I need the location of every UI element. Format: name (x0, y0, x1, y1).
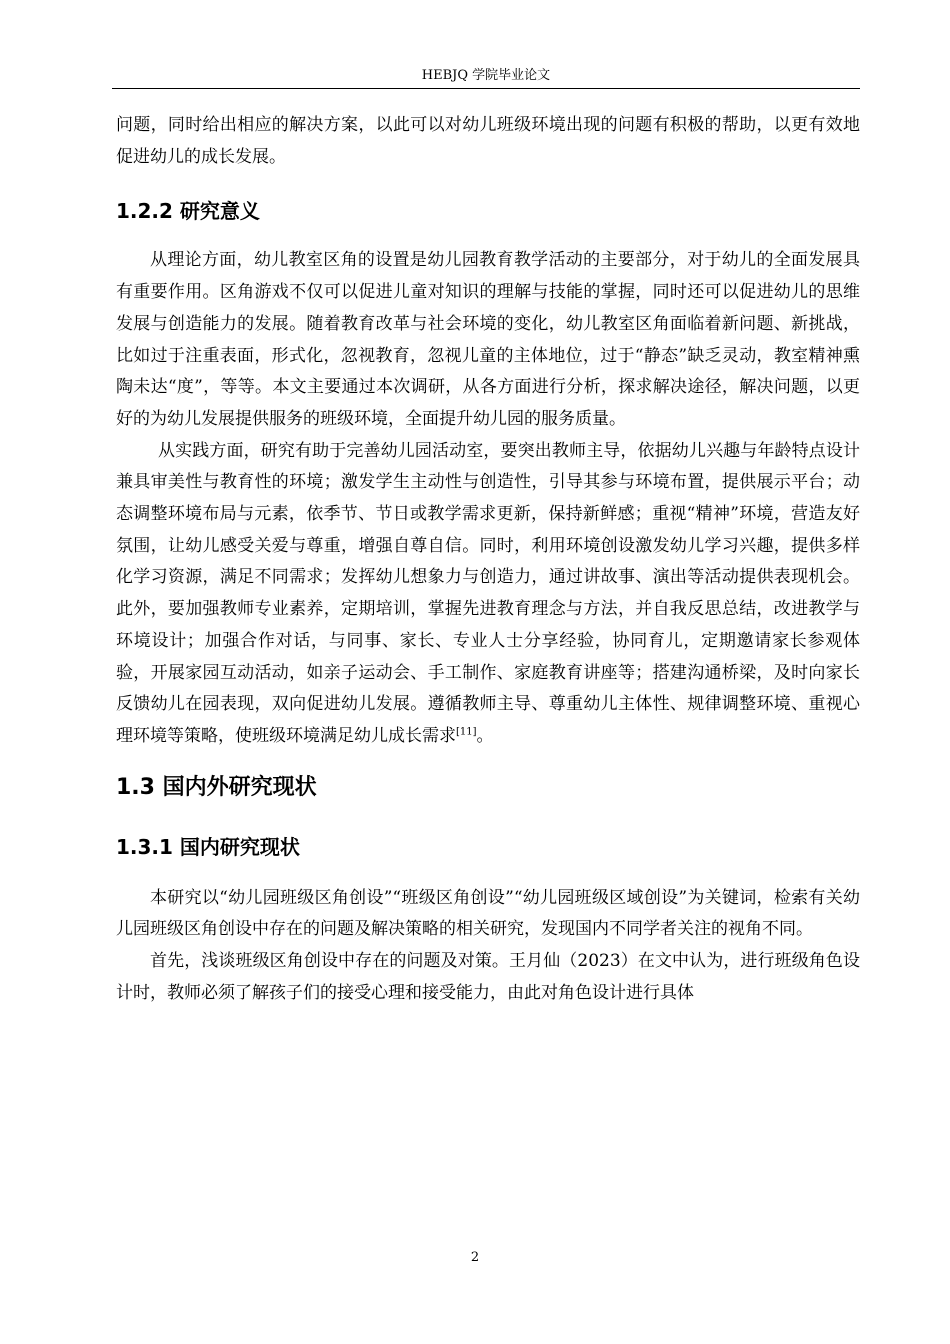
header-divider (112, 88, 860, 89)
heading-1-3-1: 1.3.1 国内研究现状 (116, 834, 300, 859)
page-body (116, 110, 860, 1009)
paragraph-practice (116, 436, 860, 753)
heading-1-3: 1.3 国内外研究现状 (116, 774, 317, 800)
paragraph-practice-end: 。 (476, 725, 494, 746)
paragraph-domestic-1: 本研究以“幼儿园班级区角创设”“班级区角创设”“幼儿园班级区域创设”为关键词，检索有关幼儿园班级区角创设中存在的问题及解决策略的相关研究，发现国内不同学者关注的视角不同。 (116, 887, 860, 940)
page-header: HEBJQ 学院毕业论文 (421, 68, 551, 83)
paragraph-domestic-2: 首先，浅谈班级区角创设中存在的问题及对策。王月仙（2023）在文中认为，进行班级角色设计时，教师必须了解孩子们的接受心理和接受能力，由此对角色设计进行具体 (116, 951, 860, 1003)
paragraph-theory: 从理论方面，幼儿教室区角的设置是幼儿园教育教学活动的主要部分，对于幼儿的全面发展具有重要作用。区角游戏不仅可以促进儿童对知识的理解与技能的掌握，同时还可以促进幼儿的思维发展与创造能力的发展。随着教育改革与社会环境的变化，幼儿教室区角面临着新问题、新挑战，比如过于注重表面，形式化，忽视教育，忽视儿童的主体地位，过于“静态”缺乏灵动，教室精神熏陶未达“度”，等等。本文主要通过本次调研，从各方面进行分析，探求解决途径，解决问题，以更好的为幼儿发展提供服务的班级环境，全面提升幼儿园的服务质量。 (116, 250, 860, 429)
page-number: 2 (470, 1250, 480, 1265)
intro-paragraph: 问题，同时给出相应的解决方案，以此可以对幼儿班级环境出现的问题有积极的帮助，以更有效地促进幼儿的成长发展。 (116, 115, 860, 167)
citation-11: [11] (456, 726, 477, 738)
heading-1-2-2: 1.2.2 研究意义 (116, 199, 260, 224)
paragraph-practice-text: 从实践方面，研究有助于完善幼儿园活动室，要突出教师主导，依据幼儿兴趣与年龄特点设计兼具审美性与教育性的环境；激发学生主动性与创造性，引导其参与环境布置，提供展示平台；动态调整环境布局与元素，依季节、节日或教学需求更新，保持新鲜感；重视“精神”环境，营造友好氛围，让幼儿感受关爱与尊重，增强自尊自信。同时，利用环境创设激发幼儿学习兴趣，提供多样化学习资源，满足不同需求；发挥幼儿想象力与创造力，通过讲故事、演出等活动提供表现机会。此外，要加强教师专业素养，定期培训，掌握先进教育理念与方法，并自我反思总结，改进教学与环境设计；加强合作对话，与同事、家长、专业人士分享经验，协同育儿，定期邀请家长参观体验，开展家园互动活动，如亲子运动会、手工制作、家庭教育讲座等；搭建沟通桥梁，及时向家长反馈幼儿在园表现，双向促进幼儿发展。遵循教师主导、尊重幼儿主体性、规律调整环境、重视心理环境等策略，使班级环境满足幼儿成长需求 (116, 440, 860, 746)
